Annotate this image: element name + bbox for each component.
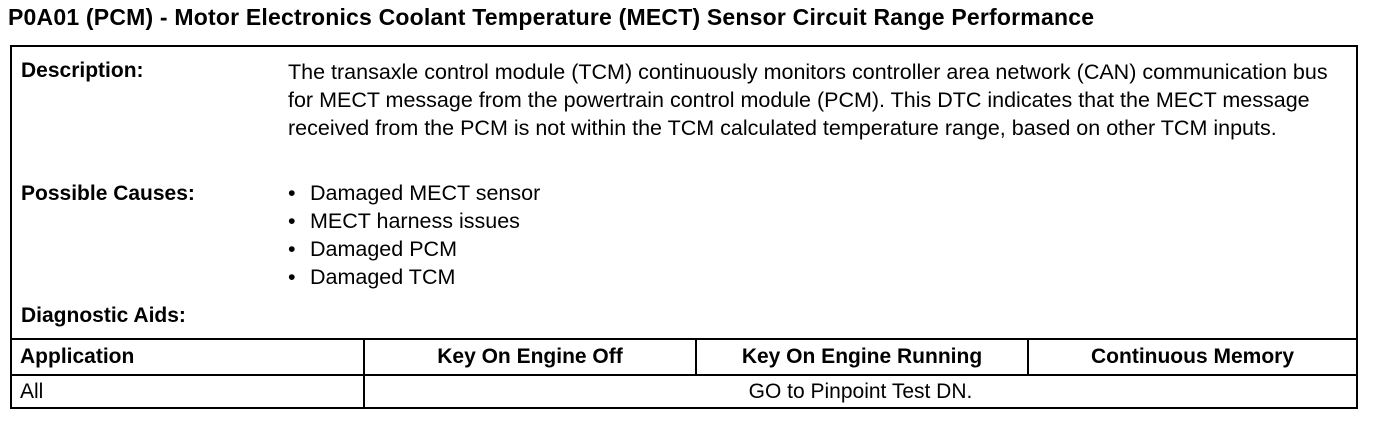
bullet-icon: • — [288, 209, 296, 233]
page-title: P0A01 (PCM) - Motor Electronics Coolant Temperature (MECT) Sensor Circuit Range Performance — [8, 4, 1095, 30]
column-header-application: Application — [12, 339, 364, 375]
list-item — [288, 235, 540, 263]
table-header-row — [12, 339, 1356, 375]
description-text: The transaxle control module (TCM) continuously monitors controller area network (CAN) communication bus for MECT message from the powertrain control module (PCM). This DTC indicates that the MECT message received from the PCM is not within the TCM calculated temperature range, based on other TCM inputs. — [288, 60, 1328, 140]
cause-text: Damaged MECT sensor — [310, 181, 541, 205]
diagnostic-table — [12, 338, 1356, 408]
cause-text: Damaged TCM — [310, 265, 456, 289]
application-cell: All — [12, 375, 364, 408]
bullet-icon: • — [288, 265, 296, 289]
column-header-continuous-memory: Continuous Memory — [1028, 339, 1356, 375]
list-item — [288, 179, 540, 207]
possible-causes-label: Possible Causes: — [21, 182, 195, 205]
action-cell: GO to Pinpoint Test DN. — [364, 375, 1356, 408]
diagnostic-aids-label: Diagnostic Aids: — [21, 304, 186, 327]
table-row — [12, 375, 1356, 408]
bullet-icon: • — [288, 237, 296, 261]
description-label: Description: — [21, 59, 144, 82]
list-item — [288, 263, 540, 291]
cause-text: Damaged PCM — [310, 237, 457, 261]
dtc-info-box — [10, 45, 1358, 409]
cause-text: MECT harness issues — [310, 209, 520, 233]
column-header-koeo: Key On Engine Off — [364, 339, 696, 375]
column-header-koer: Key On Engine Running — [696, 339, 1028, 375]
list-item — [288, 207, 540, 235]
bullet-icon: • — [288, 181, 296, 205]
possible-causes-list — [288, 179, 540, 291]
